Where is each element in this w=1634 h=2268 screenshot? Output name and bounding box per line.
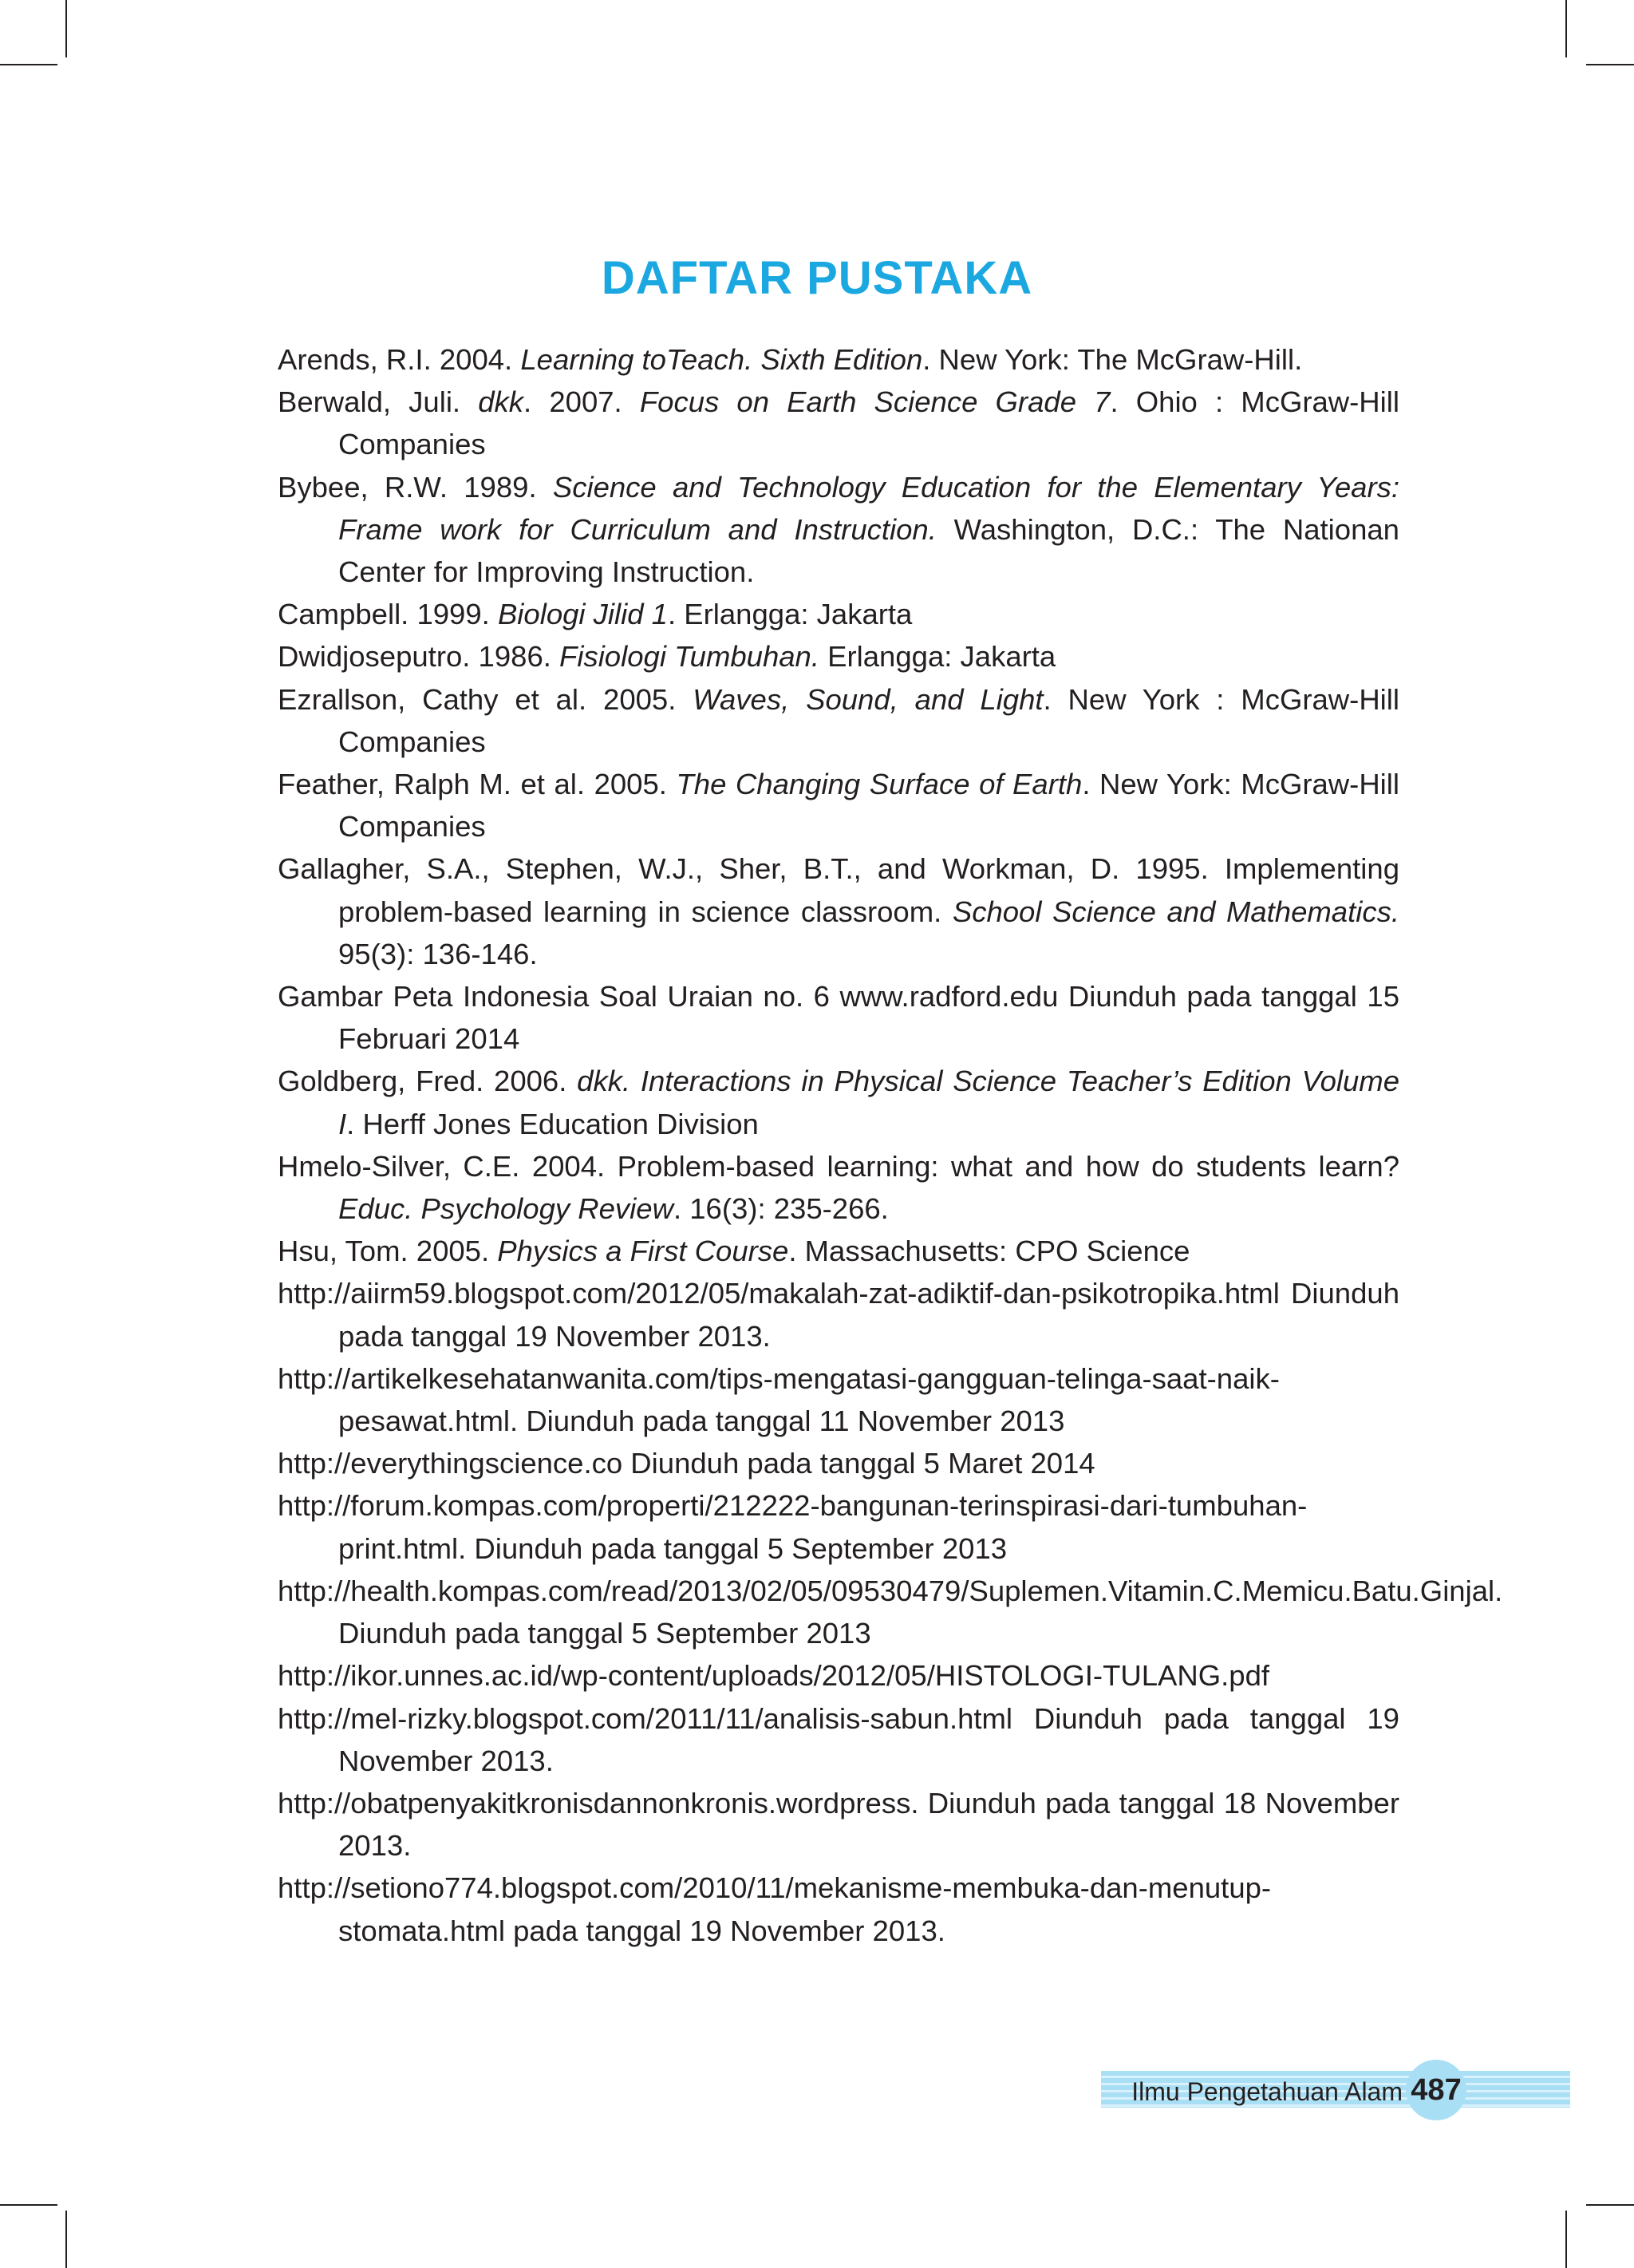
reference-text: 95(3): 136-146. bbox=[338, 937, 538, 970]
reference-text: Goldberg, Fred. 2006. bbox=[278, 1065, 578, 1098]
reference-entry bbox=[278, 1484, 1399, 1569]
reference-entry bbox=[278, 763, 1399, 848]
crop-mark bbox=[1565, 2211, 1567, 2268]
crop-mark bbox=[65, 2211, 67, 2268]
reference-text: Hsu, Tom. 2005. bbox=[278, 1235, 498, 1268]
reference-list bbox=[278, 338, 1503, 1952]
reference-entry bbox=[278, 1272, 1399, 1357]
reference-text: http://aiirm59.blogspot.com/2012/05/makalah-zat-adiktif-dan-psikotropika.html Diunduh pada tanggal 19 November 2013. bbox=[278, 1277, 1399, 1353]
page-title: DAFTAR PUSTAKA bbox=[601, 251, 1033, 304]
reference-text: . New York: McGraw-Hill Companies bbox=[338, 768, 1400, 844]
reference-entry bbox=[278, 1697, 1399, 1782]
reference-title-italic: The Changing Surface of Earth bbox=[676, 768, 1083, 801]
reference-entry bbox=[278, 466, 1399, 594]
reference-entry bbox=[278, 1782, 1399, 1867]
reference-text: Ezrallson, Cathy et al. 2005. bbox=[278, 682, 693, 716]
reference-text: http://artikelkesehatanwanita.com/tips-mengatasi-gangguan-telinga-saat-naik-pesawat.html. Diunduh pada tanggal 11 November 2013 bbox=[278, 1361, 1280, 1438]
reference-text: Dwidjoseputro. 1986. bbox=[278, 640, 560, 674]
reference-entry bbox=[278, 1867, 1399, 1951]
reference-text: Campbell. 1999. bbox=[278, 598, 498, 631]
reference-text: . New York: The McGraw-Hill. bbox=[922, 343, 1303, 376]
reference-entry bbox=[278, 975, 1399, 1060]
reference-text: . 2007. bbox=[523, 385, 640, 419]
reference-text: http://forum.kompas.com/properti/212222-bangunan-terinspirasi-dari-tumbuhan-print.html. Diunduh pada tanggal 5 September 2013 bbox=[278, 1489, 1308, 1565]
reference-text: Erlangga: Jakarta bbox=[819, 640, 1056, 674]
reference-text: Hmelo-Silver, C.E. 2004. Problem-based learning: what and how do students learn? bbox=[278, 1149, 1399, 1183]
reference-entry bbox=[278, 1357, 1399, 1442]
reference-entry bbox=[278, 678, 1399, 763]
crop-mark bbox=[1586, 64, 1634, 65]
crop-mark bbox=[1586, 2204, 1634, 2206]
reference-title-italic: Fisiologi Tumbuhan. bbox=[559, 640, 819, 674]
crop-mark bbox=[0, 64, 57, 65]
crop-mark bbox=[65, 0, 67, 57]
reference-title-italic: Educ. Psychology Review bbox=[338, 1192, 673, 1226]
crop-mark bbox=[0, 2204, 57, 2206]
crop-mark bbox=[1565, 0, 1567, 57]
reference-title-italic: dkk. Interactions in Physical Science Teacher’s Edition Volume I bbox=[338, 1065, 1399, 1140]
reference-title-italic: Science and Technology Education for the Elementary Years: Frame work for Curriculum and Instruction. bbox=[338, 470, 1399, 546]
reference-text: . Massachusetts: CPO Science bbox=[788, 1235, 1190, 1268]
reference-text: http://health.kompas.com/read/2013/02/05/09530479/Suplemen.Vitamin.C.Memicu.Batu.Ginjal. Diunduh pada tanggal 5 September 2013 bbox=[278, 1574, 1503, 1650]
reference-entry bbox=[278, 381, 1399, 465]
reference-entry bbox=[278, 635, 1399, 678]
reference-title-italic: Learning toTeach. Sixth Edition bbox=[520, 343, 923, 376]
page-number: 487 bbox=[1411, 2073, 1462, 2107]
reference-entry bbox=[278, 1654, 1399, 1697]
reference-entry bbox=[278, 1060, 1399, 1144]
reference-text: http://ikor.unnes.ac.id/wp-content/uploads/2012/05/HISTOLOGI-TULANG.pdf bbox=[278, 1659, 1270, 1693]
reference-entry bbox=[278, 1442, 1399, 1484]
reference-entry bbox=[278, 1570, 1503, 1654]
reference-title-italic: Biologi Jilid 1 bbox=[497, 598, 668, 631]
reference-text: . Erlangga: Jakarta bbox=[667, 598, 913, 631]
reference-text: Arends, R.I. 2004. bbox=[278, 343, 521, 376]
reference-text: http://setiono774.blogspot.com/2010/11/mekanisme-membuka-dan-menutup-stomata.html pada tanggal 19 November 2013. bbox=[278, 1871, 1272, 1947]
reference-entry bbox=[278, 593, 1399, 635]
reference-text: http://obatpenyakitkronisdannonkronis.wordpress. Diunduh pada tanggal 18 November 2013. bbox=[278, 1786, 1399, 1863]
reference-title-italic: School Science and Mathematics. bbox=[952, 895, 1399, 928]
reference-text: Bybee, R.W. 1989. bbox=[278, 470, 553, 504]
reference-text: Washington, D.C.: The Nationan Center for Improving Instruction. bbox=[338, 512, 1399, 589]
reference-text: http://everythingscience.co Diunduh pada tanggal 5 Maret 2014 bbox=[278, 1447, 1095, 1480]
reference-text: Berwald, Juli. bbox=[278, 385, 479, 419]
reference-text: Gallagher, S.A., Stephen, W.J., Sher, B.T., and Workman, D. 1995. Implementing problem-based learning in science classroom. bbox=[278, 852, 1399, 928]
reference-text: Gambar Peta Indonesia Soal Uraian no. 6 www.radford.edu Diunduh pada tanggal 15 Februari 2014 bbox=[278, 980, 1399, 1056]
reference-entry bbox=[278, 848, 1399, 975]
reference-text: http://mel-rizky.blogspot.com/2011/11/analisis-sabun.html Diunduh pada tanggal 19 November 2013. bbox=[278, 1701, 1399, 1777]
reference-entry bbox=[278, 338, 1399, 381]
reference-entry bbox=[278, 1145, 1399, 1230]
reference-text: Feather, Ralph M. et al. 2005. bbox=[278, 768, 677, 801]
reference-text: . Herff Jones Education Division bbox=[346, 1107, 759, 1140]
reference-text: . New York : McGraw-Hill Companies bbox=[338, 682, 1400, 758]
reference-title-italic: Waves, Sound, and Light bbox=[693, 682, 1044, 716]
reference-title-italic: Focus on Earth Science Grade 7 bbox=[639, 385, 1111, 419]
footer-book-title: Ilmu Pengetahuan Alam bbox=[1131, 2077, 1403, 2106]
reference-title-italic: Physics a First Course bbox=[497, 1235, 789, 1268]
reference-text: . Ohio : McGraw-Hill Companies bbox=[338, 385, 1399, 461]
reference-text: . 16(3): 235-266. bbox=[673, 1192, 889, 1226]
reference-title-italic: dkk bbox=[478, 385, 524, 419]
reference-entry bbox=[278, 1230, 1399, 1272]
